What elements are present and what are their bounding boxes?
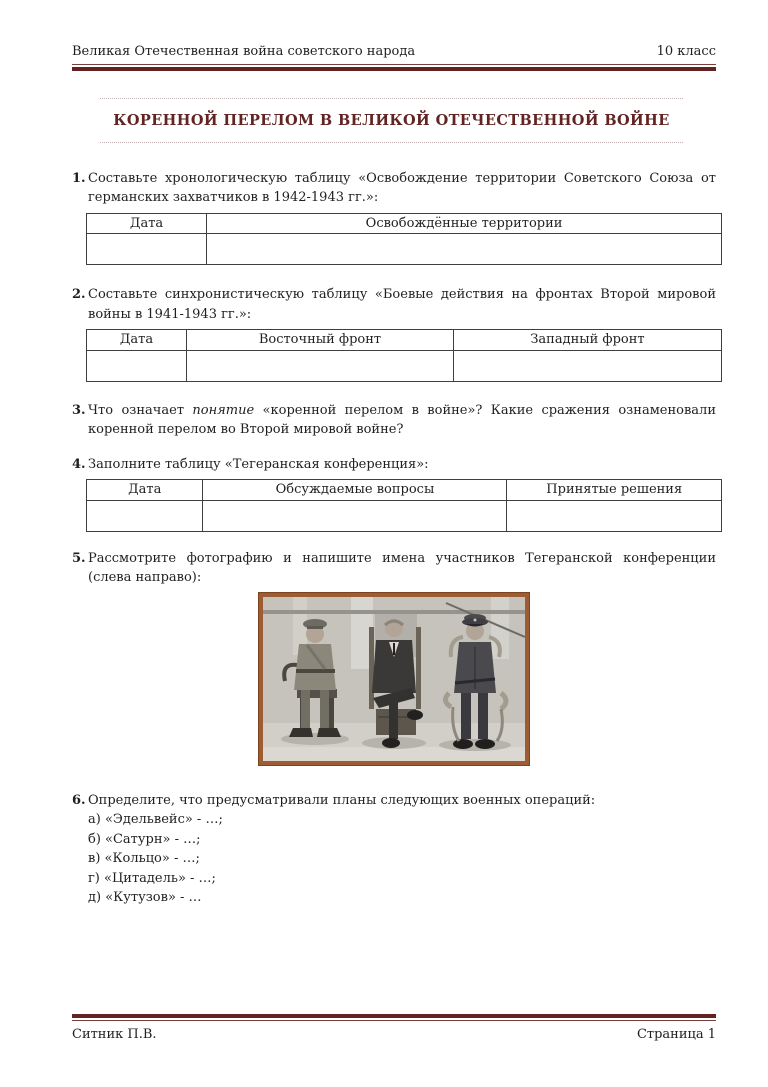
tehran-conference-photo: [259, 593, 529, 765]
task-2-number: 2.: [72, 287, 86, 303]
option-g: г) «Цитадель» - …;: [88, 870, 216, 886]
italic-term: понятие: [192, 402, 255, 418]
page-title: КОРЕННОЙ ПЕРЕЛОМ В ВЕЛИКОЙ ОТЕЧЕСТВЕННОЙ ВОЙНЕ: [113, 111, 670, 129]
footer-divider: [72, 1014, 716, 1021]
task-6-options: [72, 810, 716, 908]
table-empty-row: [87, 500, 722, 531]
page-header: [72, 42, 716, 71]
task-1-number: 1.: [72, 170, 86, 186]
task-1-text: 1. Составьте хронологическую таблицу «Освобождение территории Советского Союза от германских захватчиков в 1942-1943 гг.»:: [72, 170, 716, 206]
page-footer: [72, 1012, 716, 1045]
option-b: б) «Сатурн» - …;: [88, 831, 201, 847]
table-header-row: [87, 213, 722, 234]
footer-author: Ситник П.В.: [72, 1027, 157, 1042]
table-header-cell: Принятые решения: [507, 480, 722, 501]
task-5-text: 5. Рассмотрите фотографию и напишите имена участников Тегеранской конференции (слева направо):: [72, 550, 716, 586]
header-grade: 10 класс: [656, 44, 716, 59]
task-4-table: [86, 479, 722, 532]
task-3-text: 3. Что означает понятие «коренной перелом в войне»? Какие сражения ознаменовали коренной перелом во Второй мировой войне?: [72, 402, 716, 438]
table-header-row: [87, 330, 722, 351]
table-header-cell: Освобождённые территории: [207, 213, 722, 234]
task-2-text: 2. Составьте синхронистическую таблицу «Боевые действия на фронтах Второй мировой войны в 1941-1943 гг.»:: [72, 287, 716, 322]
task-6-number: 6.: [72, 792, 86, 808]
footer-page-number: Страница 1: [636, 1027, 716, 1042]
title-block: [100, 98, 683, 143]
task-5-number: 5.: [72, 550, 86, 566]
option-v: в) «Кольцо» - …;: [88, 851, 200, 867]
header-course-title: Великая Отечественная война советского народа: [72, 44, 416, 59]
task-6-text: 6. Определите, что предусматривали планы следующих военных операций:: [72, 791, 716, 811]
photo-row: [72, 593, 716, 765]
table-empty-row: [87, 234, 722, 265]
table-header-cell: Дата: [87, 213, 207, 234]
table-header-row: [87, 480, 722, 501]
task-3-number: 3.: [72, 402, 86, 418]
table-header-cell: Восточный фронт: [187, 330, 454, 351]
task-2-table: [86, 329, 722, 382]
table-empty-row: [87, 350, 722, 381]
tehran-photo-illustration: [263, 597, 525, 761]
table-header-cell: Западный фронт: [453, 330, 721, 351]
table-header-cell: Дата: [87, 330, 187, 351]
table-header-cell: Обсуждаемые вопросы: [203, 480, 507, 501]
task-4-text: 4. Заполните таблицу «Тегеранская конференция»:: [72, 455, 716, 475]
task-1-table: [86, 213, 722, 266]
table-header-cell: Дата: [87, 480, 203, 501]
option-a: а) «Эдельвейс» - …;: [88, 812, 223, 828]
task-4-number: 4.: [72, 456, 86, 472]
header-divider: [72, 64, 716, 71]
option-d: д) «Кутузов» - …: [88, 890, 202, 906]
